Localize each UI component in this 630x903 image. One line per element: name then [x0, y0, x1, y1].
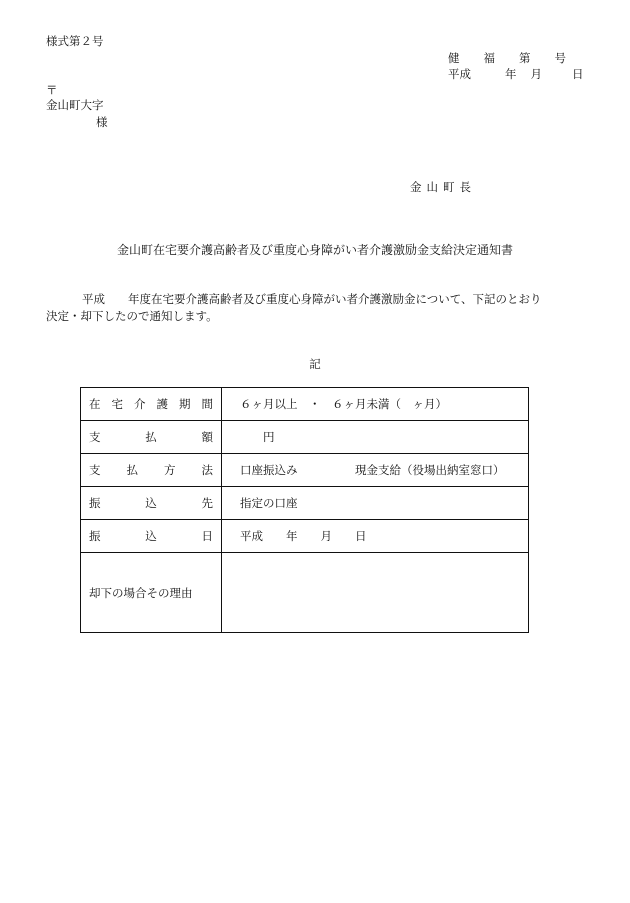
doc-number-part: 号 — [554, 51, 566, 65]
label-char: 額 — [201, 430, 213, 444]
label-char: 護 — [156, 397, 168, 411]
date-month-unit: 月 — [530, 67, 542, 81]
table-row — [81, 388, 529, 421]
label-char: 支 — [89, 430, 101, 444]
label-char: 間 — [201, 397, 213, 411]
postal-mark: 〒 — [46, 83, 58, 97]
doc-number-part: 健 — [448, 51, 460, 65]
form-number: 様式第２号 — [46, 34, 104, 48]
label-char: 期 — [179, 397, 191, 411]
table-row — [81, 454, 529, 487]
table-row — [81, 553, 529, 633]
doc-number-part: 第 — [519, 51, 531, 65]
doc-number-part: 福 — [483, 51, 495, 65]
date-day-unit: 日 — [572, 67, 584, 81]
care-period-value: ６ヶ月以上 ・ ６ヶ月未満（ ヶ月） — [222, 388, 529, 421]
date-era: 平成 — [448, 67, 471, 81]
document-number — [448, 51, 566, 65]
transfer-date-value: 平成 年 月 日 — [222, 520, 529, 553]
label-char: 払 — [145, 430, 157, 444]
label-char: 込 — [145, 529, 157, 543]
label-char: 法 — [201, 463, 213, 477]
body-text-line-2: 決定・却下したので通知します。 — [46, 309, 218, 323]
label-char: 支 — [89, 463, 101, 477]
issuer-name: 金山町長 — [410, 180, 476, 194]
table-row — [81, 520, 529, 553]
label-char: 払 — [126, 463, 138, 477]
recipient-address: 金山町大字 — [46, 98, 104, 112]
body-text-line-1: 平成 年度在宅要介護高齢者及び重度心身障がい者介護激励金について、下記のとおり — [82, 292, 542, 306]
table-row — [81, 487, 529, 520]
label-char: 振 — [89, 529, 101, 543]
date-year-unit: 年 — [505, 67, 517, 81]
recipient-salutation: 様 — [96, 115, 108, 129]
label-char: 宅 — [111, 397, 123, 411]
label-char: 在 — [89, 397, 101, 411]
row-label — [81, 454, 222, 487]
row-label — [81, 487, 222, 520]
ki-mark: 記 — [309, 357, 321, 371]
rejection-reason-value — [222, 553, 529, 633]
row-label — [81, 421, 222, 454]
label-char: 日 — [201, 529, 213, 543]
transfer-destination-value: 指定の口座 — [222, 487, 529, 520]
document-title: 金山町在宅要介護高齢者及び重度心身障がい者介護激励金支給決定通知書 — [116, 243, 513, 257]
row-label — [81, 520, 222, 553]
document-date — [448, 67, 584, 81]
detail-table — [80, 387, 529, 633]
label-char: 介 — [134, 397, 146, 411]
row-label — [81, 553, 222, 633]
payment-amount-value: 円 — [222, 421, 529, 454]
label-char: 方 — [164, 463, 176, 477]
rejection-reason-label: 却下の場合その理由 — [89, 585, 193, 600]
payment-method-value: 口座振込み 現金支給（役場出納室窓口） — [222, 454, 529, 487]
label-char: 振 — [89, 496, 101, 510]
row-label — [81, 388, 222, 421]
label-char: 込 — [145, 496, 157, 510]
table-row — [81, 421, 529, 454]
label-char: 先 — [201, 496, 213, 510]
